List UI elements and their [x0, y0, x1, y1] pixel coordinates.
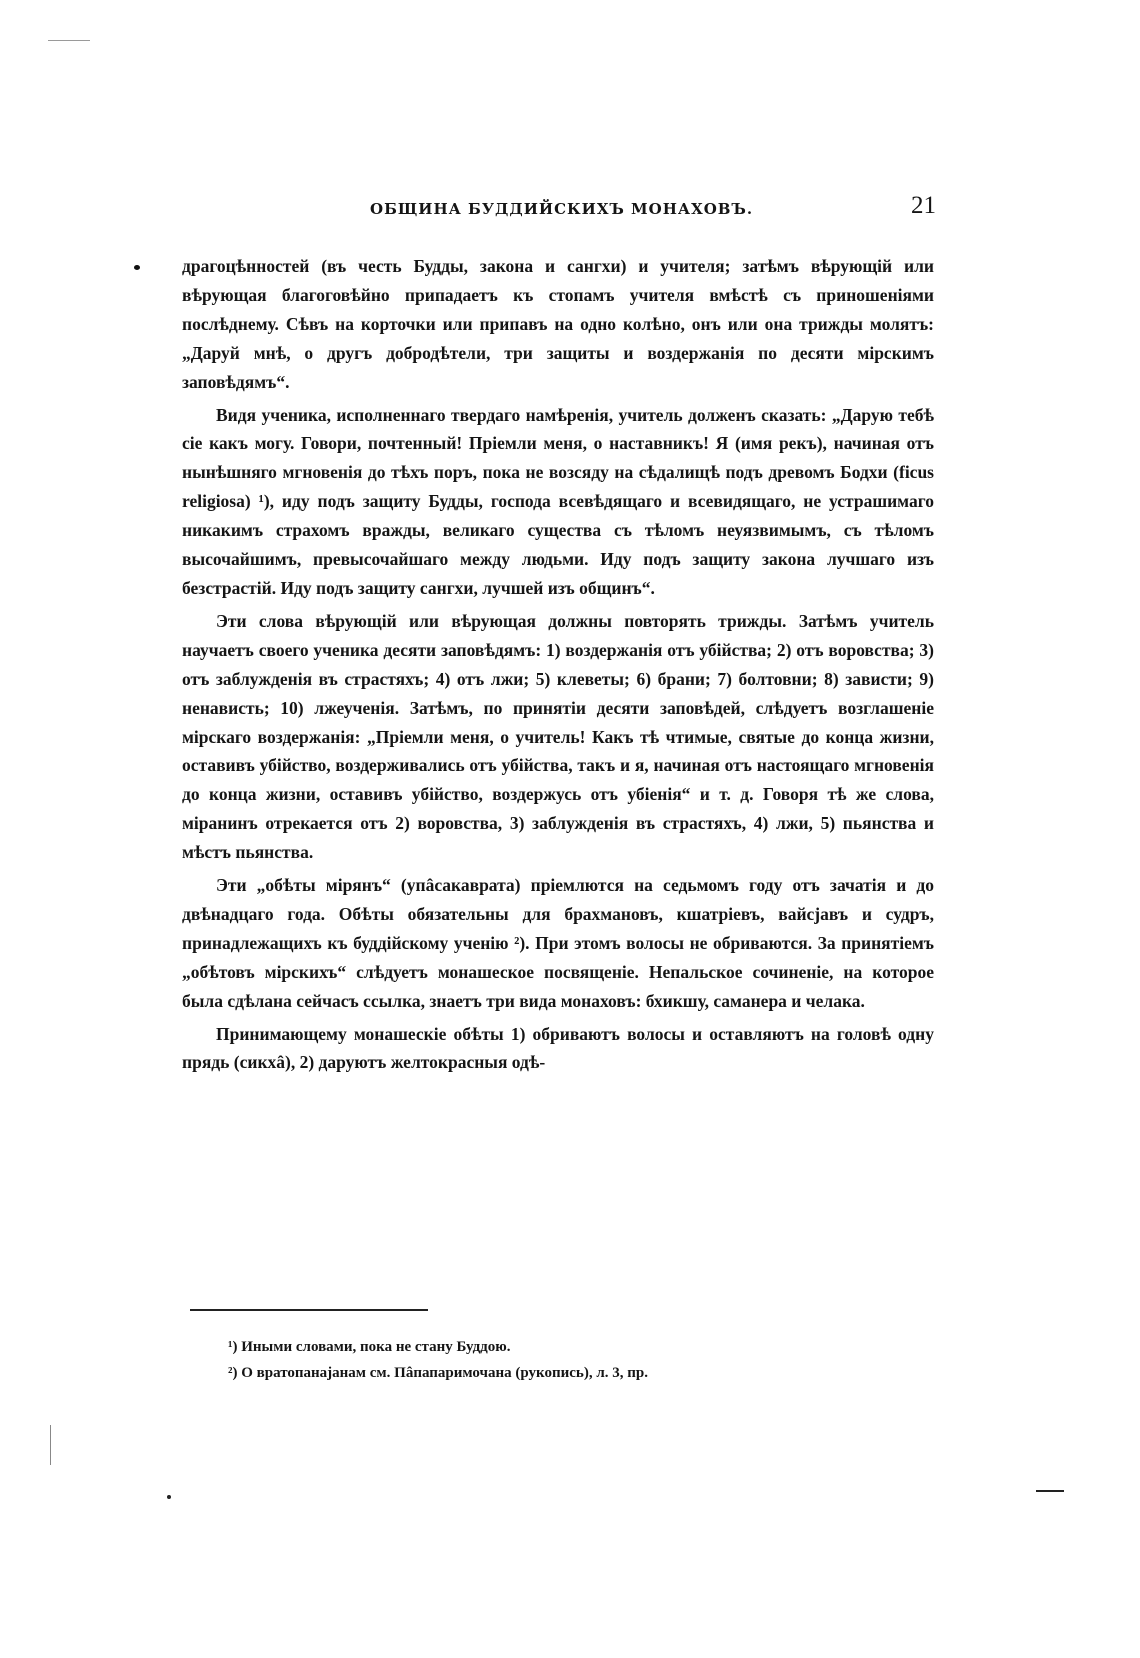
paragraph: Эти слова вѣрующій или вѣрующая должны повторять трижды. Затѣмъ учитель научаетъ своего ученика десяти заповѣдямъ: 1) воздержанія отъ убійства; 2) отъ воровства; 3) отъ заблужденія въ страстяхъ; 4) отъ лжи; 5) клеветы; 6) брани; 7) болтовни; 8) зависти; 9) ненависть; 10) лжеученія. Затѣмъ, по принятіи десяти заповѣдей, слѣдуетъ возглашеніе мірскаго воздержанія: „Пріемли меня, о учитель! Какъ тѣ чтимые, святые до конца жизни, оставивъ убійство, воздерживались отъ убійства, такъ и я, начиная отъ настоящаго мгновенія до конца жизни, оставивъ убійство, воздержусь отъ убіенія“ и т. д. Говоря тѣ же слова, міранинъ отрекается отъ 2) воровства, 3) заблужденія въ страстяхъ, 4) лжи, 5) пьянства и мѣстъ пьянства. [182, 610, 934, 863]
footnote-divider [190, 1309, 428, 1311]
scan-artifact [48, 40, 90, 41]
running-title: ОБЩИНА БУДДИЙСКИХЪ МОНАХОВЪ. [370, 200, 754, 218]
scan-artifact [134, 265, 140, 270]
paragraph: Принимающему монашескіе обѣты 1) обриваютъ волосы и оставляютъ на головѣ одну прядь (сикхâ), 2) даруютъ желтокрасныя одѣ- [182, 1023, 934, 1073]
footnotes [228, 1334, 948, 1386]
scan-artifact [167, 1495, 171, 1499]
footnote: ¹) Иными словами, пока не стану Буддою. [228, 1339, 511, 1355]
footnote: ²) О вратопанаjанам см. Пâпапаримочана (рукопись), л. 3, пр. [228, 1365, 648, 1381]
body-text [182, 252, 934, 1081]
paragraph: драгоцѣнностей (въ честь Будды, закона и сангхи) и учителя; затѣмъ вѣрующій или вѣрующая благоговѣйно припадаетъ къ стопамъ учителя вмѣстѣ съ приношеніями послѣднему. Сѣвъ на корточки или припавъ на одно колѣно, онъ или она трижды молятъ: „Даруй мнѣ, о другъ добродѣтели, три защиты и воздержанія по десяти мірскимъ заповѣдямъ“. [182, 256, 934, 392]
running-header [180, 192, 936, 228]
paragraph: Видя ученика, исполненнаго твердаго намѣренія, учитель долженъ сказать: „Дарую тебѣ сіе какъ могу. Говори, почтенный! Пріемли меня, о наставникъ! Я (имя рекъ), начиная отъ нынѣшняго мгновенія до тѣхъ поръ, пока не возсяду на сѣдалищѣ подъ древомъ Бодхи (ficus religiosa) ¹), иду подъ защиту Будды, господа всевѣдящаго и всевидящаго, не устрашимаго никакимъ страхомъ вражды, великаго существа съ тѣломъ неуязвимымъ, съ тѣломъ высочайшимъ, превысочайшаго между людьми. Иду подъ защиту закона лучшаго изъ безстрастій. Иду подъ защиту сангхи, лучшей изъ общинъ“. [182, 404, 934, 598]
page-number: 21 [911, 192, 936, 219]
scan-artifact [50, 1425, 51, 1465]
scan-artifact [1036, 1490, 1064, 1492]
paragraph: Эти „обѣты мірянъ“ (упâсакаврата) пріемлются на седьмомъ году отъ зачатія и до двѣнадцаго года. Обѣты обязательны для брахмановъ, кшатріевъ, вайсjавъ и судръ, принадлежащихъ къ буддійскому ученію ²). При этомъ волосы не обриваются. За принятіемъ „обѣтовъ мірскихъ“ слѣдуетъ монашеское посвященіе. Непальское сочиненіе, на которое была сдѣлана сейчасъ ссылка, знаетъ три вида монаховъ: бхикшу, саманера и челака. [182, 875, 934, 1011]
